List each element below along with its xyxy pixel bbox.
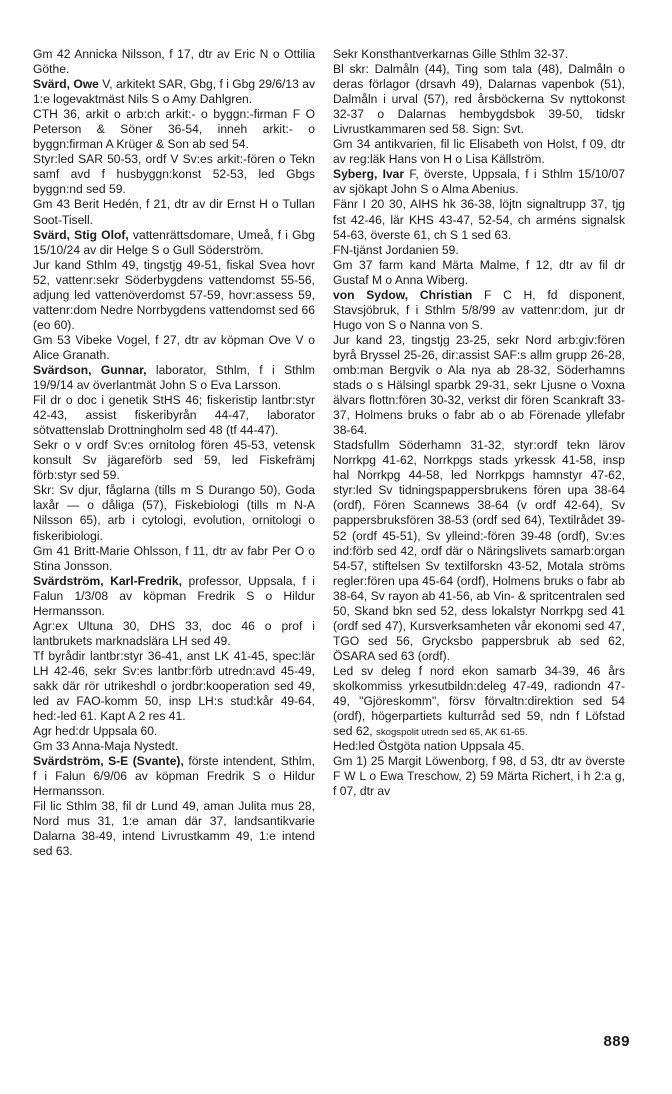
entry-paragraph: Svärdström, S-E (Svante), förste intendent, Sthlm, f i Falun 6/9/06 av köpman Fredrik S o Hildur Hermansson. xyxy=(33,754,315,799)
entry-name: von Sydow, Christian xyxy=(333,287,473,302)
entry-paragraph: Jur kand 23, tingstjg 23-25, sekr Nord arb:giv:fören byrå Bryssel 25-26, dir:assist SAF:s allm grupp 26-28, omb:man Bergvik o Ala nya ab 28-32, Söderhamns stads o s Hälsingl sparbk 29-31, sekr Ljusne o Voxna älvars flottn:fören 30-32, verkst dir fören Scankraft 33-37, Holmens bruks o fabr ab o ab Förenade yllefabr 38-64. xyxy=(333,332,625,438)
entry-paragraph: Stadsfullm Söderhamn 31-32, styr:ordf tekn lärov Norrkpg 41-62, Norrkpgs stads yrkessk 41-58, insp hal Norrkpg 44-58, led Norrkpgs hamnstyr 47-62, styr:led Sv tidningspappersbrukens fören upa 38-64 (ordf), Fören Scannews 38-64 (v ordf 42-64), Sv pappersbruksfören 38-53 (ordf sed 64), Textilrådet 39-52 (ordf 45-51), Sv ylleind:-fören 39-48 (ordf), Sv:es ind:förb sed 42, ordf där o Näringslivets samarb:organ 54-57, stiftelsen Sv textilforskn 43-52, Motala ströms regler:fören upa 45-64 (ordf), Holmens bruks o fabr ab 38-64, Sv rayon ab 41-56, ab Vin- & spritcentralen sed 50, Skand bkn sed 52, dess lokalstyr Norrkpg sed 41 (ordf sed 47), Kursverksamheten vår ekonomi sed 47, TGO sed 56, Grycksbo pappersbruk ab sed 62, ÖSARA sed 63 (ordf). xyxy=(333,438,625,663)
entry-name: Svärdson, Gunnar, xyxy=(33,362,147,377)
entry-paragraph: Syberg, Ivar F, överste, Uppsala, f i Sthlm 15/10/07 av sjökapt John S o Alma Abenius. xyxy=(333,167,625,197)
entry-paragraph: Jur kand Sthlm 49, tingstjg 49-51, fiskal Svea hovr 52, vattenr:sekr Söderbygdens vattendomst 55-56, adjung led vattenöverdomst 57-59, hovr:assess 59, vattenr:dom Nedre Norrbygdens vattendomst sed 66 (eo 60). xyxy=(33,257,315,332)
entry-paragraph: Fänr I 20 30, AIHS hk 36-38, löjtn signaltrupp 37, tjg fst 42-46, lär KHS 43-47, 52-54, ch arméns signalsk 54-63, överste 61, ch S 1 sed 63. xyxy=(333,197,625,242)
entry-paragraph: Gm 37 farm kand Märta Malme, f 12, dtr av fil dr Gustaf M o Anna Wiberg. xyxy=(333,257,625,287)
entry-name: Svärdström, S-E (Svante), xyxy=(33,754,184,769)
entry-paragraph: Sekr o v ordf Sv:es ornitolog fören 45-53, vetensk konsult Sv jägareförb sed 59, led Fiskefrämj förb:styr sed 59. xyxy=(33,438,315,483)
entry-paragraph: Tf byrådir lantbr:styr 36-41, anst LK 41-45, spec:lär LH 42-46, sekr Sv:es lantbr:förb utredn:avd 45-49, sakk där rör utrikeshdl o jordbr:kooperation sed 49, led av FAO-komm 50, insp LH:s stud:kår 49-64, hed:-led 61. Kapt A 2 res 41. xyxy=(33,648,315,724)
entry-paragraph: Gm 1) 25 Margit Löwenborg, f 98, d 53, dtr av överste F W L o Ewa Treschow, 2) 59 Märta Richert, i h 2:a g, f 07, dtr av xyxy=(333,754,625,799)
entry-paragraph: Agr hed:dr Uppsala 60. xyxy=(33,724,158,739)
entry-paragraph: Svärd, Stig Olof, vattenrättsdomare, Umeå, f i Gbg 15/10/24 av dir Helge S o Gull Söderström. xyxy=(33,227,316,257)
entry-paragraph: Fil dr o doc i genetik StHS 46; fiskeristip lantbr:styr 42-43, assist fiskeribyrån 44-47, laborator sötvattenslab Drottningholm sed 48 (tf 44-47). xyxy=(33,393,315,438)
entry-paragraph: FN-tjänst Jordanien 59. xyxy=(333,242,459,257)
entry-paragraph: Bl skr: Dalmåln (44), Ting som tala (48), Dalmåln o deras förlagor (drsavh 49), Dalarnas vapenbok (51), Dalmåln i urval (57), red årsböckerna Sv nyttokonst 32-37 o Dalarnas hembygdsbok 39-50, tidskr Livrustkammaren sed 58. Sign: Svt. xyxy=(333,62,625,137)
entry-paragraph: Svärdson, Gunnar, laborator, Sthlm, f i Sthlm 19/9/14 av överlantmät John S o Eva Larsson. xyxy=(33,362,315,393)
entry-paragraph: Sekr Konsthantverkarnas Gille Sthlm 32-37. xyxy=(333,47,569,61)
entry-paragraph: Svärdström, Karl-Fredrik, professor, Uppsala, f i Falun 1/3/08 av köpman Fredrik S o Hildur Hermansson. xyxy=(33,573,315,618)
entry-paragraph: Svärd, Owe V, arkitekt SAR, Gbg, f i Gbg 29/6/13 av 1:e logevaktmäst Nils S o Amy Dahlgren. xyxy=(33,77,315,107)
entry-paragraph: CTH 36, arkit o arb:ch arkit:- o byggn:-firman F O Peterson & Söner 36-54, inneh arkit:- o byggn:firman A Krüger & Son ab sed 54. xyxy=(33,107,315,152)
small-print-note: skogspolit utredn sed 65, AK 61-65. xyxy=(376,727,528,739)
entry-paragraph: Agr:ex Ultuna 30, DHS 33, doc 46 o prof i lantbrukets marknadslära LH sed 49. xyxy=(33,618,315,648)
left-column xyxy=(33,47,315,860)
entry-paragraph: von Sydow, Christian F C H, fd disponent, Stavsjöbruk, f i Sthlm 5/8/99 av vattenr:dom, jur dr Hugo von S o Nanna von S. xyxy=(333,287,625,332)
entry-paragraph: Skr: Sv djur, fåglarna (tills m S Durango 50), Goda laxår — o dåliga (57), Fiskebiologi (tills m N-A Nilsson 65), arb i cytologi, evolution, ornitologi o fiskeribiologi. xyxy=(33,483,315,543)
entry-paragraph: Hed:led Östgöta nation Uppsala 45. xyxy=(333,739,525,754)
entry-paragraph: Gm 42 Annicka Nilsson, f 17, dtr av Eric N o Ottilia Göthe. xyxy=(33,47,315,77)
entry-name: Svärd, Owe xyxy=(33,77,99,92)
entry-paragraph: Fil lic Sthlm 38, fil dr Lund 49, aman Julita mus 28, Nord mus 31, 1:e aman där 37, landsantikvarie Dalarna 38-49, intend Livrustkamm 49, 1:e intend sed 63. xyxy=(33,799,315,859)
page-number: 889 xyxy=(603,1033,630,1050)
entry-name: Svärd, Stig Olof, xyxy=(33,227,129,242)
entry-name: Syberg, Ivar xyxy=(333,167,405,182)
entry-paragraph: Gm 41 Britt-Marie Ohlsson, f 11, dtr av fabr Per O o Stina Jonsson. xyxy=(33,543,315,573)
entry-paragraph: Led sv deleg f nord ekon samarb 34-39, 46 års skolkommiss yrkesutbildn:deleg 47-49, radiondn 47-49, "Gjöreskomm", försv förvaltn:direktion sed 54 (ordf), högerpartiets kulturråd sed 59, ndn f Löfstad sed 62, skogspolit utredn sed 65, AK 61-65. xyxy=(333,663,625,739)
entry-paragraph: Gm 34 antikvarien, fil lic Elisabeth von Holst, f 09, dtr av reg:läk Hans von H o Lisa Källström. xyxy=(333,137,625,167)
entry-paragraph: Styr:led SAR 50-53, ordf V Sv:es arkit:-fören o Tekn samf avd f husbyggn:konst 52-53, led Gbgs byggn:nd sed 59. xyxy=(33,152,315,197)
right-column xyxy=(333,47,625,799)
entry-paragraph: Gm 53 Vibeke Vogel, f 27, dtr av köpman Ove V o Alice Granath. xyxy=(33,332,315,362)
entry-paragraph: Gm 33 Anna-Maja Nystedt. xyxy=(33,739,179,754)
entry-paragraph: Gm 43 Berit Hedén, f 21, dtr av dir Ernst H o Tullan Soot-Tisell. xyxy=(33,197,315,227)
entry-name: Svärdström, Karl-Fredrik, xyxy=(33,573,183,588)
